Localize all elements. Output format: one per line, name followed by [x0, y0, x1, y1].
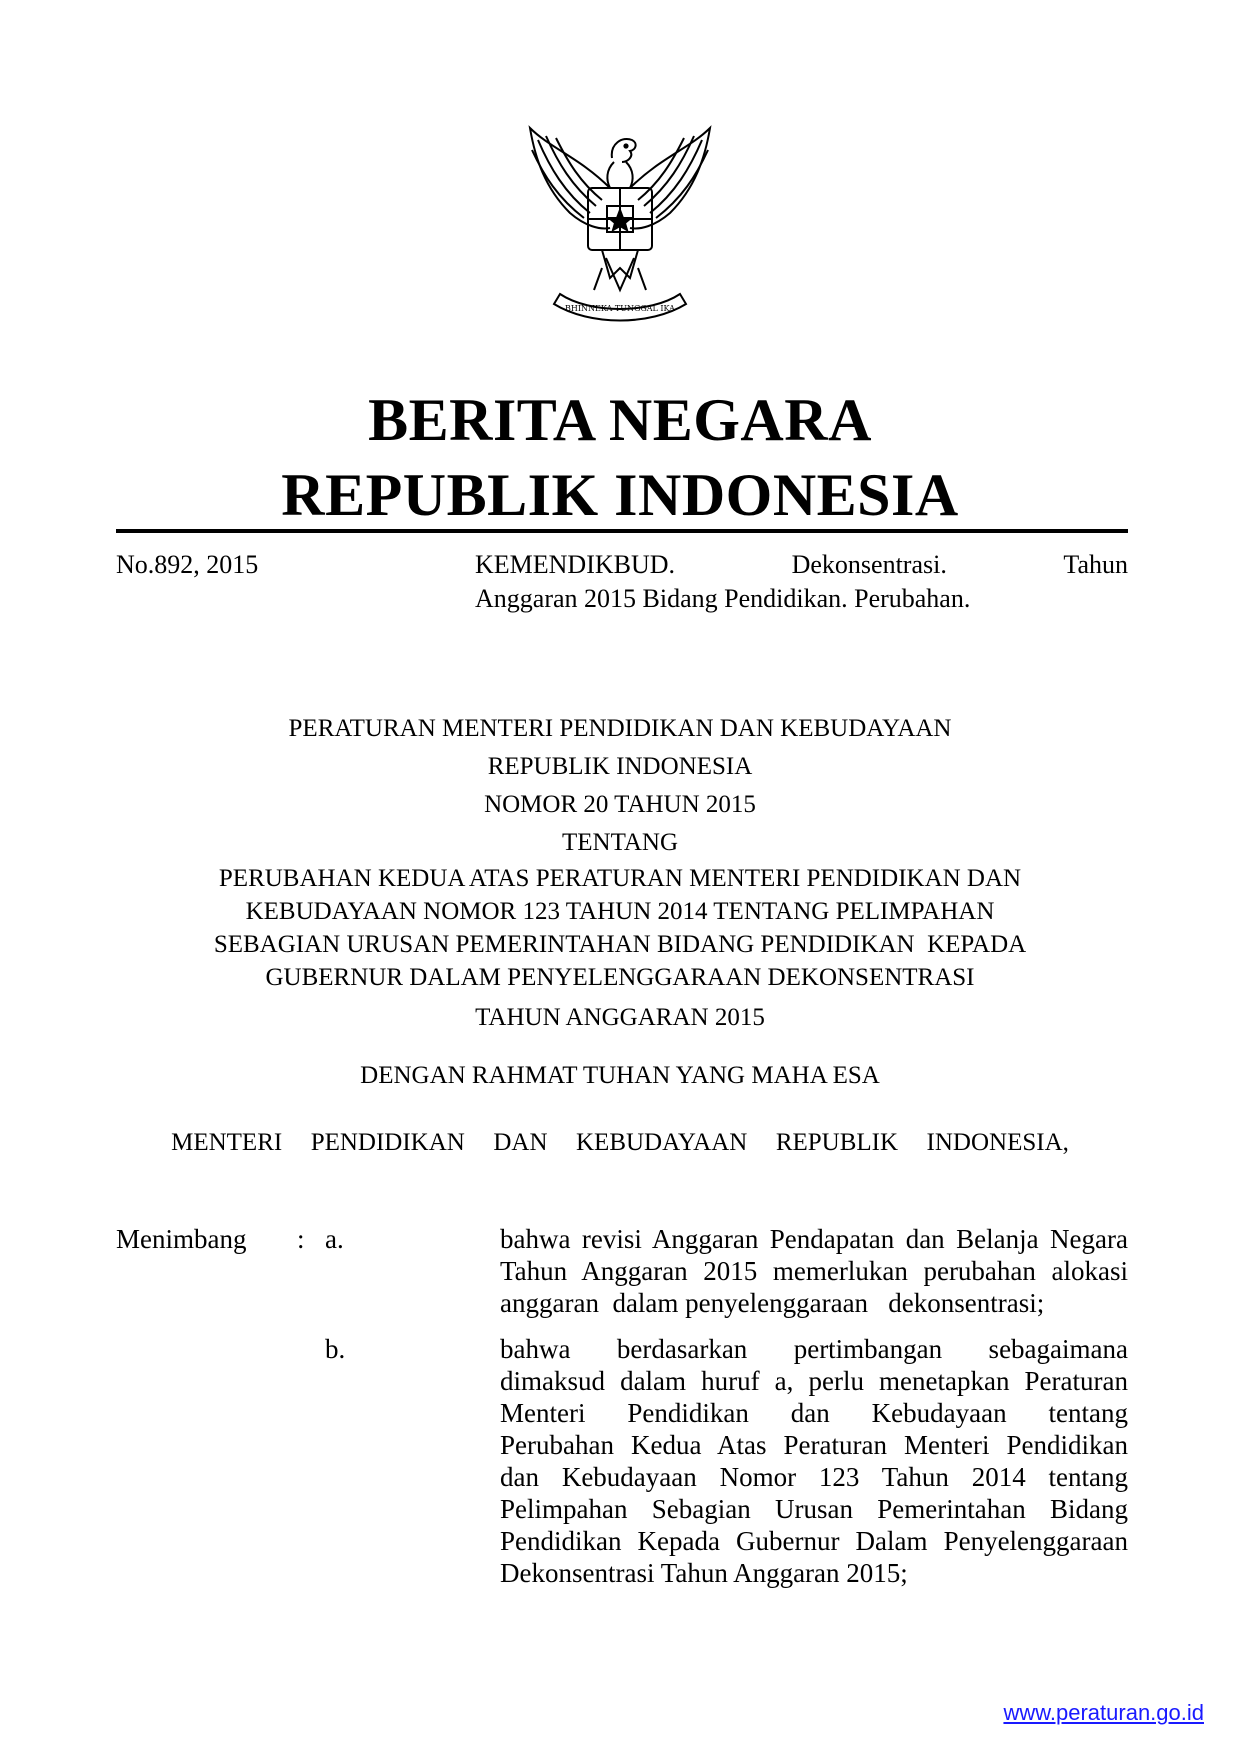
- item-line: bahwa revisi Anggaran Pendapatan dan Belanja Negara: [500, 1224, 1128, 1254]
- item-letter: a.: [325, 1224, 344, 1254]
- regulation-subject-line: KEBUDAYAAN NOMOR 123 TAHUN 2014 TENTANG PELIMPAHAN: [245, 898, 995, 925]
- item-line: Perubahan Kedua Atas Peraturan Menteri Pendidikan: [500, 1430, 1128, 1460]
- item-line: dimaksud dalam huruf a, perlu menetapkan Peraturan: [500, 1366, 1128, 1396]
- subject-year-word: Tahun: [1063, 550, 1128, 579]
- regulation-about-word: TENTANG: [561, 829, 679, 856]
- item-line: bahwa berdasarkan pertimbangan sebagaimana: [500, 1334, 1128, 1364]
- regulation-subject-line: GUBERNUR DALAM PENYELENGGARAAN DEKONSENTRASI: [265, 964, 975, 991]
- source-website-link[interactable]: www.peraturan.go.id: [1003, 1700, 1204, 1725]
- item-line: Dekonsentrasi Tahun Anggaran 2015;: [500, 1558, 908, 1588]
- regulation-subject: [0, 862, 1240, 994]
- item-text: [500, 1333, 1128, 1589]
- regulation-title-2: REPUBLIK INDONESIA: [487, 753, 753, 780]
- regulation-title-1: PERATURAN MENTERI PENDIDIKAN DAN KEBUDAYAAN: [288, 715, 952, 742]
- considering-label: Menimbang: [116, 1224, 247, 1254]
- title-divider: [116, 529, 1128, 533]
- regulation-subject-line: SEBAGIAN URUSAN PEMERINTAHAN BIDANG PENDIDIKAN KEPADA: [213, 931, 1027, 958]
- gazette-subject: [475, 548, 1128, 616]
- gazette-title: BERITA NEGARA: [368, 387, 872, 453]
- item-letter: b.: [325, 1334, 346, 1364]
- minister-title: MENTERI PENDIDIKAN DAN KEBUDAYAAN REPUBLIK INDONESIA,: [171, 1129, 1069, 1156]
- subject-line-2: Anggaran 2015 Bidang Pendidikan. Perubahan.: [475, 584, 971, 613]
- garuda-emblem-icon: [510, 118, 730, 338]
- item-line: dan Kebudayaan Nomor 123 Tahun 2014 tentang: [500, 1462, 1128, 1492]
- item-line: Pendidikan Kepada Gubernur Dalam Penyelenggaraan: [500, 1526, 1128, 1556]
- item-text: [500, 1223, 1128, 1319]
- emblem-motto: BHINNEKA TUNGGAL IKA: [565, 304, 675, 313]
- regulation-title-block: [0, 710, 1240, 862]
- considering-colon: :: [297, 1224, 305, 1254]
- item-line: Pelimpahan Sebagian Urusan Pemerintahan Bidang: [500, 1494, 1128, 1524]
- invocation: DENGAN RAHMAT TUHAN YANG MAHA ESA: [360, 1062, 880, 1089]
- item-line: anggaran dalam penyelenggaraan dekonsentrasi;: [500, 1288, 1045, 1318]
- regulation-subject-line: PERUBAHAN KEDUA ATAS PERATURAN MENTERI PENDIDIKAN DAN: [218, 865, 1022, 892]
- subject-ministry: KEMENDIKBUD.: [475, 550, 676, 579]
- item-line: Tahun Anggaran 2015 memerlukan perubahan alokasi: [500, 1256, 1128, 1286]
- regulation-number: NOMOR 20 TAHUN 2015: [484, 791, 756, 818]
- gazette-subtitle: REPUBLIK INDONESIA: [281, 462, 959, 528]
- item-line: Menteri Pendidikan dan Kebudayaan tentang: [500, 1398, 1128, 1428]
- subject-line-1: [475, 548, 1128, 582]
- regulation-fiscal-year: TAHUN ANGGARAN 2015: [475, 1004, 765, 1031]
- subject-topic: Dekonsentrasi.: [791, 550, 947, 579]
- gazette-number: No.892, 2015: [116, 550, 259, 579]
